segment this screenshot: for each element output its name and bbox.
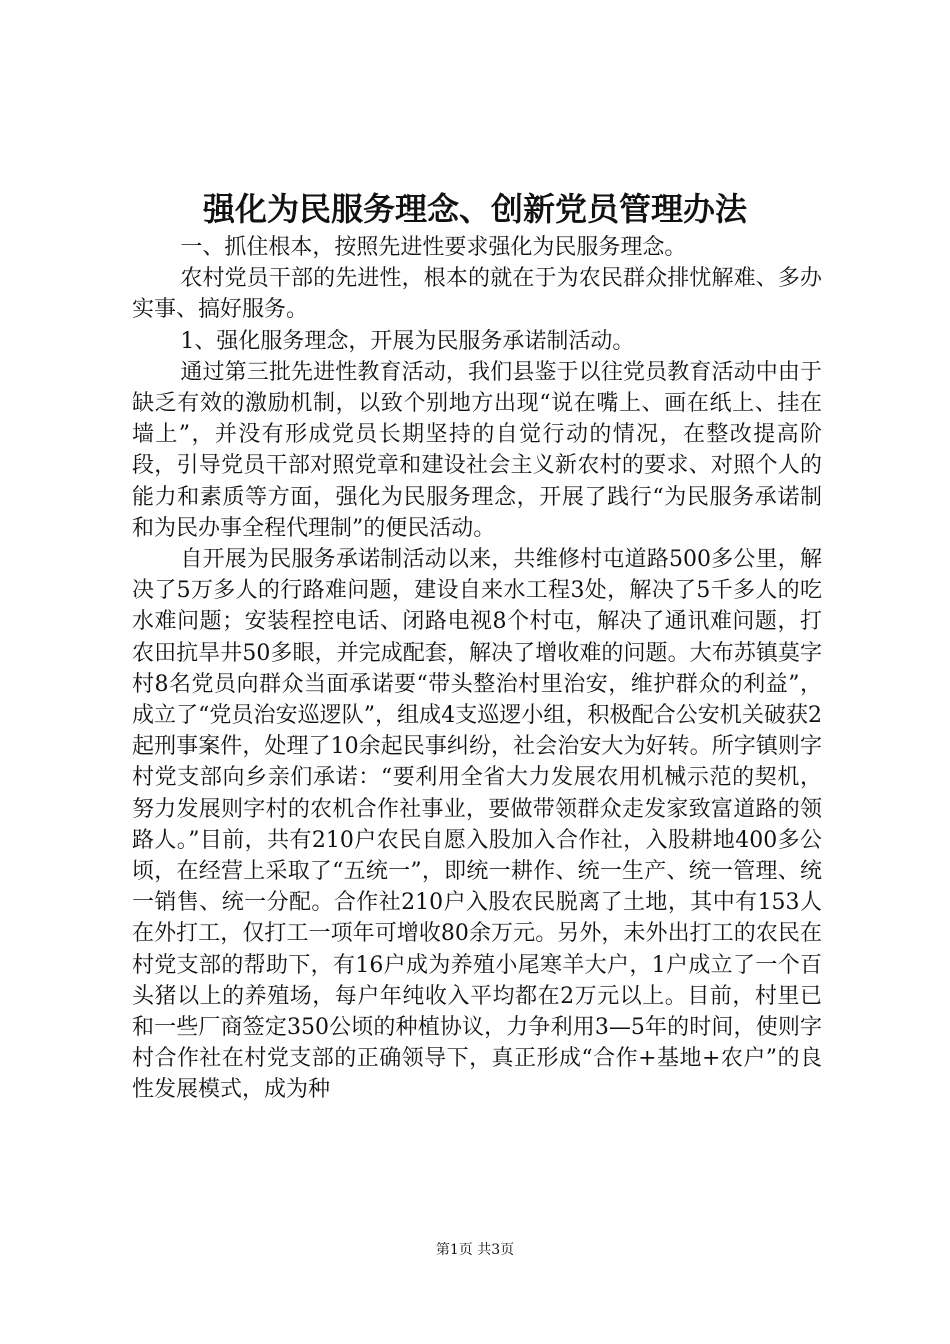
subsection-heading: 1、强化服务理念，开展为民服务承诺制活动。 — [180, 328, 635, 354]
page-number-footer: 第1页 共3页 — [435, 1242, 515, 1258]
body-paragraph: 农村党员干部的先进性，根本的就在于为农民群众排忧解难、多办实事、搞好服务。 — [132, 266, 822, 323]
body-paragraph: 通过第三批先进性教育活动，我们县鉴于以往党员教育活动中由于缺乏有效的激励机制，以致个别地方出现“说在嘴上、画在纸上、挂在墙上”，并没有形成党员长期坚持的自觉行动的情况，在整改提高阶段，引导党员干部对照党章和建设社会主义新农村的要求、对照个人的能力和素质等方面，强化为民服务理念，开展了践行“为民服务承诺制和为民办事全程代理制”的便民活动。 — [132, 359, 822, 541]
document-title: 强化为民服务理念、创新党员管理办法 — [202, 190, 747, 228]
body-paragraph: 自开展为民服务承诺制活动以来，共维修村屯道路500多公里，解决了5万多人的行路难问题，建设自来水工程3处，解决了5千多人的吃水难问题；安装程控电话、闭路电视8个村屯，解决了通讯难问题，打农田抗旱井50多眼，并完成配套，解决了增收难的问题。大布苏镇莫字村8名党员向群众当面承诺要“带头整治村里治安，维护群众的利益”，成立了“党员治安巡逻队”，组成4支巡逻小组，积极配合公安机关破获2起刑事案件，处理了10余起民事纠纷，社会治安大为好转。所字镇则字村党支部向乡亲们承诺：“要利用全省大力发展农用机械示范的契机，努力发展则字村的农机合作社事业，要做带领群众走发家致富道路的领路人。”目前，共有210户农民自愿入股加入合作社，入股耕地400多公顷，在经营上采取了“五统一”，即统一耕作、统一生产、统一管理、统一销售、统一分配。合作社210户入股农民脱离了土地，其中有153人在外打工，仅打工一项年可增收80余万元。另外，未外出打工的农民在村党支部的帮助下，有16户成为养殖小尾寒羊大户，1户成立了一个百头猪以上的养殖场，每户年纯收入平均都在2万元以上。目前，村里已和一些厂商签定350公顷的种植协议，力争利用3—5年的时间，使则字村合作社在村党支部的正确领导下，真正形成“合作+基地+农户”的良性发展模式，成为种 — [132, 547, 822, 1103]
document-body — [132, 232, 822, 1106]
section-heading: 一、抓住根本，按照先进性要求强化为民服务理念。 — [180, 235, 687, 260]
